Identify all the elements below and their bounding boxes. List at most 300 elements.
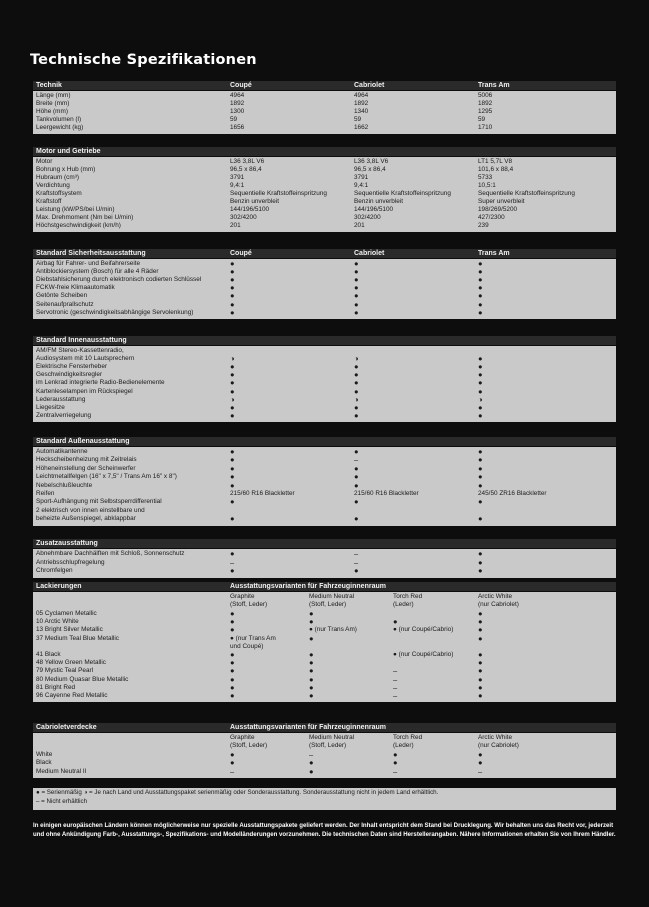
row-label: Leistung (kW/PS/bei U/min)	[36, 206, 115, 213]
row-label: AM/FM Stereo-Kassettenradio,	[36, 347, 124, 354]
row-value: Benzin unverbleit	[354, 198, 404, 205]
section-header-cell: Standard Innenausstattung	[36, 337, 127, 344]
table-row	[33, 643, 616, 651]
row-label: FCKW-freie Klimaautomatik	[36, 284, 115, 292]
row-value: 96,5 x 86,4	[230, 166, 262, 173]
row-value: 201	[230, 222, 241, 229]
section-header-cell: Lackierungen	[36, 583, 82, 590]
row-value: 144/196/5100	[354, 206, 394, 213]
table-row	[33, 388, 616, 396]
table-row	[33, 482, 616, 490]
row-value: ●	[354, 362, 359, 372]
section-header-motor	[33, 147, 616, 156]
interior-variant-label: (nur Cabriolet)	[478, 742, 519, 749]
row-value: 1892	[354, 100, 369, 107]
row-label: Breite (mm)	[36, 100, 70, 107]
row-label: Kraftstoffsystem	[36, 190, 82, 197]
section-body-lack	[33, 592, 616, 702]
legend-line-2: – = Nicht erhältlich	[36, 798, 88, 805]
row-value: ●	[354, 497, 359, 507]
row-value: ●	[309, 766, 314, 776]
table-row	[33, 659, 616, 667]
row-value: L36 3,8L V6	[230, 158, 265, 165]
row-value: ●	[309, 682, 314, 692]
row-value: ●	[230, 447, 235, 456]
row-value: 9,4:1	[230, 182, 245, 189]
row-value: ●	[230, 402, 235, 412]
row-label: Antriebsschlupfregelung	[36, 558, 105, 566]
row-value: ●	[230, 674, 235, 684]
table-row	[33, 412, 616, 420]
row-value: ●	[478, 275, 483, 285]
table-row	[33, 158, 616, 166]
row-value: –	[354, 455, 359, 465]
table-row	[33, 610, 616, 618]
section-header-cell: Trans Am	[478, 250, 510, 257]
row-value: ●	[309, 666, 314, 676]
row-value: ●	[230, 480, 235, 490]
section-body-aussen	[33, 447, 616, 526]
row-value: 302/4200	[354, 214, 381, 221]
row-value: ●	[478, 750, 483, 759]
row-value: ●	[478, 691, 483, 700]
row-label: 48 Yellow Green Metallic	[36, 659, 106, 667]
row-value: ●	[478, 666, 483, 676]
table-row	[33, 166, 616, 174]
row-value: ●	[309, 658, 314, 668]
table-row	[33, 301, 616, 309]
row-value: ●	[309, 691, 314, 700]
legend	[33, 788, 616, 810]
row-label: Diebstahlsicherung durch elektronisch codierten Schlüssel	[36, 276, 202, 284]
row-value: ●	[478, 386, 483, 396]
row-value: 198/269/5200	[478, 206, 518, 213]
row-value: ●	[230, 378, 235, 388]
table-row	[33, 182, 616, 190]
row-value: ●	[230, 299, 235, 309]
row-value: ●	[309, 609, 314, 618]
row-value: ●	[393, 617, 398, 627]
row-value: 1340	[354, 108, 369, 115]
table-row	[33, 448, 616, 456]
row-value: 10,5:1	[478, 182, 496, 189]
row-value: ●	[478, 682, 483, 692]
row-value: 215/60 R16 Blackletter	[230, 490, 295, 497]
interior-variant-label: (Stoff, Leder)	[309, 601, 347, 608]
table-row	[33, 692, 616, 700]
row-label: 96 Cayenne Red Metallic	[36, 692, 108, 699]
interior-variant-label: Torch Red	[393, 734, 423, 741]
row-value: 245/50 ZR16 Blackletter	[478, 490, 547, 497]
section-header-sicherheit	[33, 249, 616, 258]
row-value: ●	[309, 650, 314, 659]
row-label: Lederausstattung	[36, 395, 86, 403]
interior-variant-label: (Stoff, Leder)	[309, 742, 347, 749]
row-value: 4964	[230, 92, 245, 99]
table-row	[33, 684, 616, 692]
row-value: ●	[478, 557, 483, 567]
row-value: ●	[230, 514, 235, 524]
row-label: Medium Neutral II	[36, 767, 87, 775]
row-value: ●	[478, 402, 483, 412]
table-row	[33, 309, 616, 317]
row-value: –	[393, 682, 398, 692]
row-label: Bohrung x Hub (mm)	[36, 166, 96, 173]
section-header-cell: Cabriolet	[354, 82, 385, 89]
row-value: ●	[478, 480, 483, 490]
row-value: ●	[230, 566, 235, 575]
row-value: ●	[393, 750, 398, 759]
section-header-cell: Coupé	[230, 82, 252, 89]
section-body-innen	[33, 346, 616, 422]
row-value: 239	[478, 222, 489, 229]
section-header-lack	[33, 582, 616, 591]
row-value: ●	[230, 617, 235, 627]
table-row	[33, 751, 616, 759]
table-row	[33, 379, 616, 387]
section-header-cell: Ausstattungsvarianten für Fahrzeuginnenraum	[230, 724, 386, 731]
row-value: ● (nur Coupé/Cabrio)	[393, 651, 454, 658]
row-label: Hubraum (cm³)	[36, 174, 79, 181]
row-value: ●	[478, 362, 483, 372]
row-value: –	[309, 750, 314, 759]
table-row	[33, 456, 616, 464]
row-value: ●	[230, 609, 235, 618]
row-value: 96,5 x 86,4	[354, 166, 386, 173]
row-value: ●	[230, 682, 235, 692]
interior-variant-label: Torch Red	[393, 593, 423, 600]
row-value: ●	[230, 691, 235, 700]
section-header-cell: Cabrioletverdecke	[36, 724, 97, 731]
row-label: 05 Cyclamen Metallic	[36, 610, 97, 617]
table-row	[33, 347, 616, 355]
section-header-cell: Technik	[36, 82, 62, 89]
row-value: ●	[478, 447, 483, 456]
row-value: ●	[478, 455, 483, 465]
table-row	[33, 214, 616, 222]
row-value: ●	[478, 625, 483, 635]
row-value: ●	[478, 617, 483, 627]
row-label: White	[36, 751, 53, 758]
row-value: 1295	[478, 108, 493, 115]
row-value: ●	[354, 370, 359, 380]
row-value: 1300	[230, 108, 245, 115]
row-label: Reifen	[36, 490, 55, 497]
row-label: im Lenkrad integrierte Radio-Bedienelemente	[36, 379, 165, 387]
row-value: 3791	[354, 174, 369, 181]
row-value: ●	[478, 633, 483, 643]
row-value: ●	[230, 455, 235, 465]
table-row	[33, 676, 616, 684]
table-row	[33, 618, 616, 626]
row-value: ●	[230, 472, 235, 482]
row-value: ●	[230, 307, 235, 317]
row-value: ●	[354, 472, 359, 482]
interior-variant-label: Graphite	[230, 734, 255, 741]
row-label: Länge (mm)	[36, 92, 71, 99]
interior-variant-label: Medium Neutral	[309, 734, 355, 741]
row-value: ◑	[354, 394, 359, 404]
row-value: ●	[354, 283, 359, 293]
row-value: ●	[309, 674, 314, 684]
row-value: ●	[230, 549, 235, 558]
table-row	[33, 768, 616, 776]
row-value: ●	[478, 283, 483, 293]
row-label: Kraftstoff	[36, 198, 62, 205]
row-label: Getönte Scheiben	[36, 292, 88, 300]
row-value: ●	[478, 354, 483, 364]
row-value: ●	[309, 758, 314, 768]
row-value: 302/4200	[230, 214, 257, 221]
row-value: ●	[478, 758, 483, 768]
row-value: ●	[230, 463, 235, 473]
section-header-cell: Cabriolet	[354, 250, 385, 257]
row-label: Elektrische Fensterheber	[36, 363, 108, 371]
row-label: 81 Bright Red	[36, 683, 76, 691]
row-value: ●	[354, 291, 359, 301]
section-header-cell: Standard Sicherheitsausstattung	[36, 250, 146, 257]
section-header-cell: Ausstattungsvarianten für Fahrzeuginnenraum	[230, 583, 386, 590]
section-body-verdeck	[33, 733, 616, 778]
row-value: 1656	[230, 124, 245, 131]
row-label: 10 Arctic White	[36, 618, 79, 626]
row-label: Servotronic (geschwindigkeitsabhängige Servolenkung)	[36, 308, 194, 316]
row-value: –	[393, 666, 398, 676]
row-value: ●	[478, 566, 483, 575]
row-value: ●	[230, 658, 235, 668]
row-value: ●	[230, 650, 235, 659]
row-label: 80 Medium Quasar Blue Metallic	[36, 675, 129, 683]
table-row	[33, 371, 616, 379]
row-label: Leichtmetallfelgen (16" x 7,5" / Trans Am 16" x 8")	[36, 473, 177, 481]
table-row	[33, 284, 616, 292]
row-label: 37 Medium Teal Blue Metallic	[36, 634, 119, 642]
row-label: Abnehmbare Dachhälften mit Schloß, Sonnenschutz	[36, 550, 185, 557]
row-value: –	[354, 549, 359, 558]
section-body-technik	[33, 91, 616, 134]
row-value: 201	[354, 222, 365, 229]
row-value: Sequentielle Kraftstoffeinspritzung	[354, 190, 451, 197]
row-value: ●	[230, 283, 235, 293]
row-label: Geschwindigkeitsregler	[36, 371, 103, 379]
row-value: ● (nur Coupé/Cabrio)	[393, 626, 454, 634]
table-row	[33, 363, 616, 371]
section-header-cell: Trans Am	[478, 82, 510, 89]
row-value: ◑	[478, 394, 483, 404]
table-row	[33, 550, 616, 558]
row-label: Seitenaufprallschutz	[36, 300, 94, 308]
table-row	[33, 626, 616, 634]
row-label: Automatikantenne	[36, 448, 88, 455]
table-row	[33, 100, 616, 108]
row-label: Höhe (mm)	[36, 108, 68, 115]
row-value: 59	[478, 116, 486, 123]
row-value: ●	[354, 378, 359, 388]
row-value: ●	[478, 463, 483, 473]
interior-variant-label: (Stoff, Leder)	[230, 742, 268, 749]
row-value: ●	[478, 514, 483, 524]
row-value: ●	[230, 758, 235, 768]
row-value: ●	[230, 362, 235, 372]
table-row	[33, 355, 616, 363]
row-value: ●	[478, 650, 483, 659]
table-row	[33, 465, 616, 473]
row-value: 1892	[230, 100, 245, 107]
table-row	[33, 490, 616, 498]
row-label: beheizte Außenspiegel, abklappbar	[36, 515, 136, 523]
row-value: ●	[354, 402, 359, 412]
table-row	[33, 667, 616, 675]
row-value: ●	[478, 497, 483, 507]
row-label: Antiblockiersystem (Bosch) für alle 4 Räder	[36, 268, 159, 276]
row-value: LT1 5,7L V8	[478, 158, 513, 165]
row-value: ●	[354, 267, 359, 277]
row-value: und Coupé)	[230, 642, 264, 650]
row-label: Heckscheibenheizung mit Zeitrelais	[36, 456, 137, 464]
section-body-motor	[33, 157, 616, 232]
row-value: Super unverbleit	[478, 198, 525, 205]
section-header-innen	[33, 336, 616, 345]
table-row	[33, 759, 616, 767]
row-value: –	[393, 766, 398, 776]
table-row	[33, 635, 616, 643]
row-value: ●	[354, 307, 359, 317]
table-row	[33, 651, 616, 659]
row-label: Audiosystem mit 10 Lautsprechern	[36, 355, 135, 363]
row-value: Benzin unverbleit	[230, 198, 280, 205]
table-row	[33, 507, 616, 515]
row-value: ●	[230, 625, 235, 635]
row-label: 2 elektrisch von innen einstellbare und	[36, 506, 145, 514]
row-label: 79 Mystic Teal Pearl	[36, 667, 94, 675]
row-label: Max. Drehmoment (Nm bei U/min)	[36, 214, 134, 221]
row-value: ●	[230, 410, 235, 420]
row-value: –	[393, 674, 398, 684]
row-label: Verdichtung	[36, 182, 70, 189]
section-header-technik	[33, 81, 616, 90]
row-value: ●	[230, 259, 235, 268]
row-value: ●	[354, 447, 359, 456]
section-header-cell: Standard Außenausstattung	[36, 438, 130, 445]
row-value: ●	[354, 566, 359, 575]
section-body-zusatz	[33, 549, 616, 578]
row-value: ●	[230, 750, 235, 759]
row-value: 427/2300	[478, 214, 505, 221]
row-value: 5006	[478, 92, 493, 99]
row-label: Nebelschlußleuchte	[36, 481, 93, 489]
table-row	[33, 174, 616, 182]
row-label: Höchstgeschwindigkeit (km/h)	[36, 222, 121, 229]
row-value: 5733	[478, 174, 493, 181]
row-value: ●	[230, 291, 235, 301]
row-value: ● (nur Trans Am)	[309, 626, 357, 634]
row-value: ●	[230, 275, 235, 285]
table-row	[33, 260, 616, 268]
interior-variant-label: Arctic White	[478, 734, 513, 741]
row-value: ●	[478, 378, 483, 388]
row-value: ●	[354, 299, 359, 309]
row-value: 215/60 R16 Blackletter	[354, 490, 419, 497]
row-value: –	[230, 557, 235, 567]
row-label: Airbag für Fahrer- und Beifahrerseite	[36, 260, 141, 267]
interior-variant-label: (Leder)	[393, 601, 414, 608]
row-value: ●	[478, 410, 483, 420]
row-label: Motor	[36, 158, 53, 165]
row-value: 3791	[230, 174, 245, 181]
interior-variant-label: Graphite	[230, 593, 255, 600]
table-row	[33, 124, 616, 132]
section-header-cell: Coupé	[230, 250, 252, 257]
row-value: 101,6 x 88,4	[478, 166, 514, 173]
row-value: L36 3,8L V6	[354, 158, 389, 165]
table-row	[33, 559, 616, 567]
row-value: ●	[478, 658, 483, 668]
table-row	[33, 567, 616, 575]
table-row	[33, 206, 616, 214]
table-row	[33, 276, 616, 284]
row-value: ●	[478, 267, 483, 277]
row-value: 1710	[478, 124, 493, 131]
table-row	[33, 268, 616, 276]
row-value: –	[230, 766, 235, 776]
row-value: ●	[478, 299, 483, 309]
interior-variant-label: (nur Cabriolet)	[478, 601, 519, 608]
interior-variant-label: Medium Neutral	[309, 593, 355, 600]
row-value: Sequentielle Kraftstoffeinspritzung	[230, 190, 327, 197]
row-value: 1662	[354, 124, 369, 131]
row-value: ●	[393, 758, 398, 768]
table-row	[33, 222, 616, 230]
row-value: ●	[230, 267, 235, 277]
table-row	[33, 473, 616, 481]
row-value: 1892	[478, 100, 493, 107]
row-value: ●	[478, 291, 483, 301]
table-row	[33, 515, 616, 523]
table-row	[33, 198, 616, 206]
row-value: 144/196/5100	[230, 206, 270, 213]
section-header-cell: Zusatzausstattung	[36, 540, 98, 547]
row-value: 4964	[354, 92, 369, 99]
row-label: Kartenleselampen im Rückspiegel	[36, 387, 133, 395]
row-value: 59	[230, 116, 238, 123]
row-value: ●	[354, 480, 359, 490]
interior-variant-label: (Leder)	[393, 742, 414, 749]
row-value: ●	[230, 666, 235, 676]
row-value: ◑	[230, 394, 235, 404]
section-header-verdeck	[33, 723, 616, 732]
row-value: ●	[309, 617, 314, 627]
section-header-aussen	[33, 437, 616, 446]
section-body-sicherheit	[33, 259, 616, 319]
row-label: 41 Black	[36, 651, 61, 658]
table-row	[33, 404, 616, 412]
row-value: ◑	[354, 354, 359, 364]
row-label: Chromfelgen	[36, 567, 73, 574]
table-row	[33, 116, 616, 124]
section-header-zusatz	[33, 539, 616, 548]
row-value: 59	[354, 116, 362, 123]
row-value: ●	[478, 609, 483, 618]
row-value: ●	[354, 275, 359, 285]
row-label: Sport-Aufhängung mit Selbstsperrdifferential	[36, 498, 162, 506]
table-row	[33, 292, 616, 300]
section-header-cell: Motor und Getriebe	[36, 148, 101, 155]
row-value: ●	[478, 472, 483, 482]
interior-variant-label: (Stoff, Leder)	[230, 601, 268, 608]
row-value: ●	[230, 370, 235, 380]
row-value: ●	[478, 549, 483, 558]
row-value: ●	[478, 370, 483, 380]
